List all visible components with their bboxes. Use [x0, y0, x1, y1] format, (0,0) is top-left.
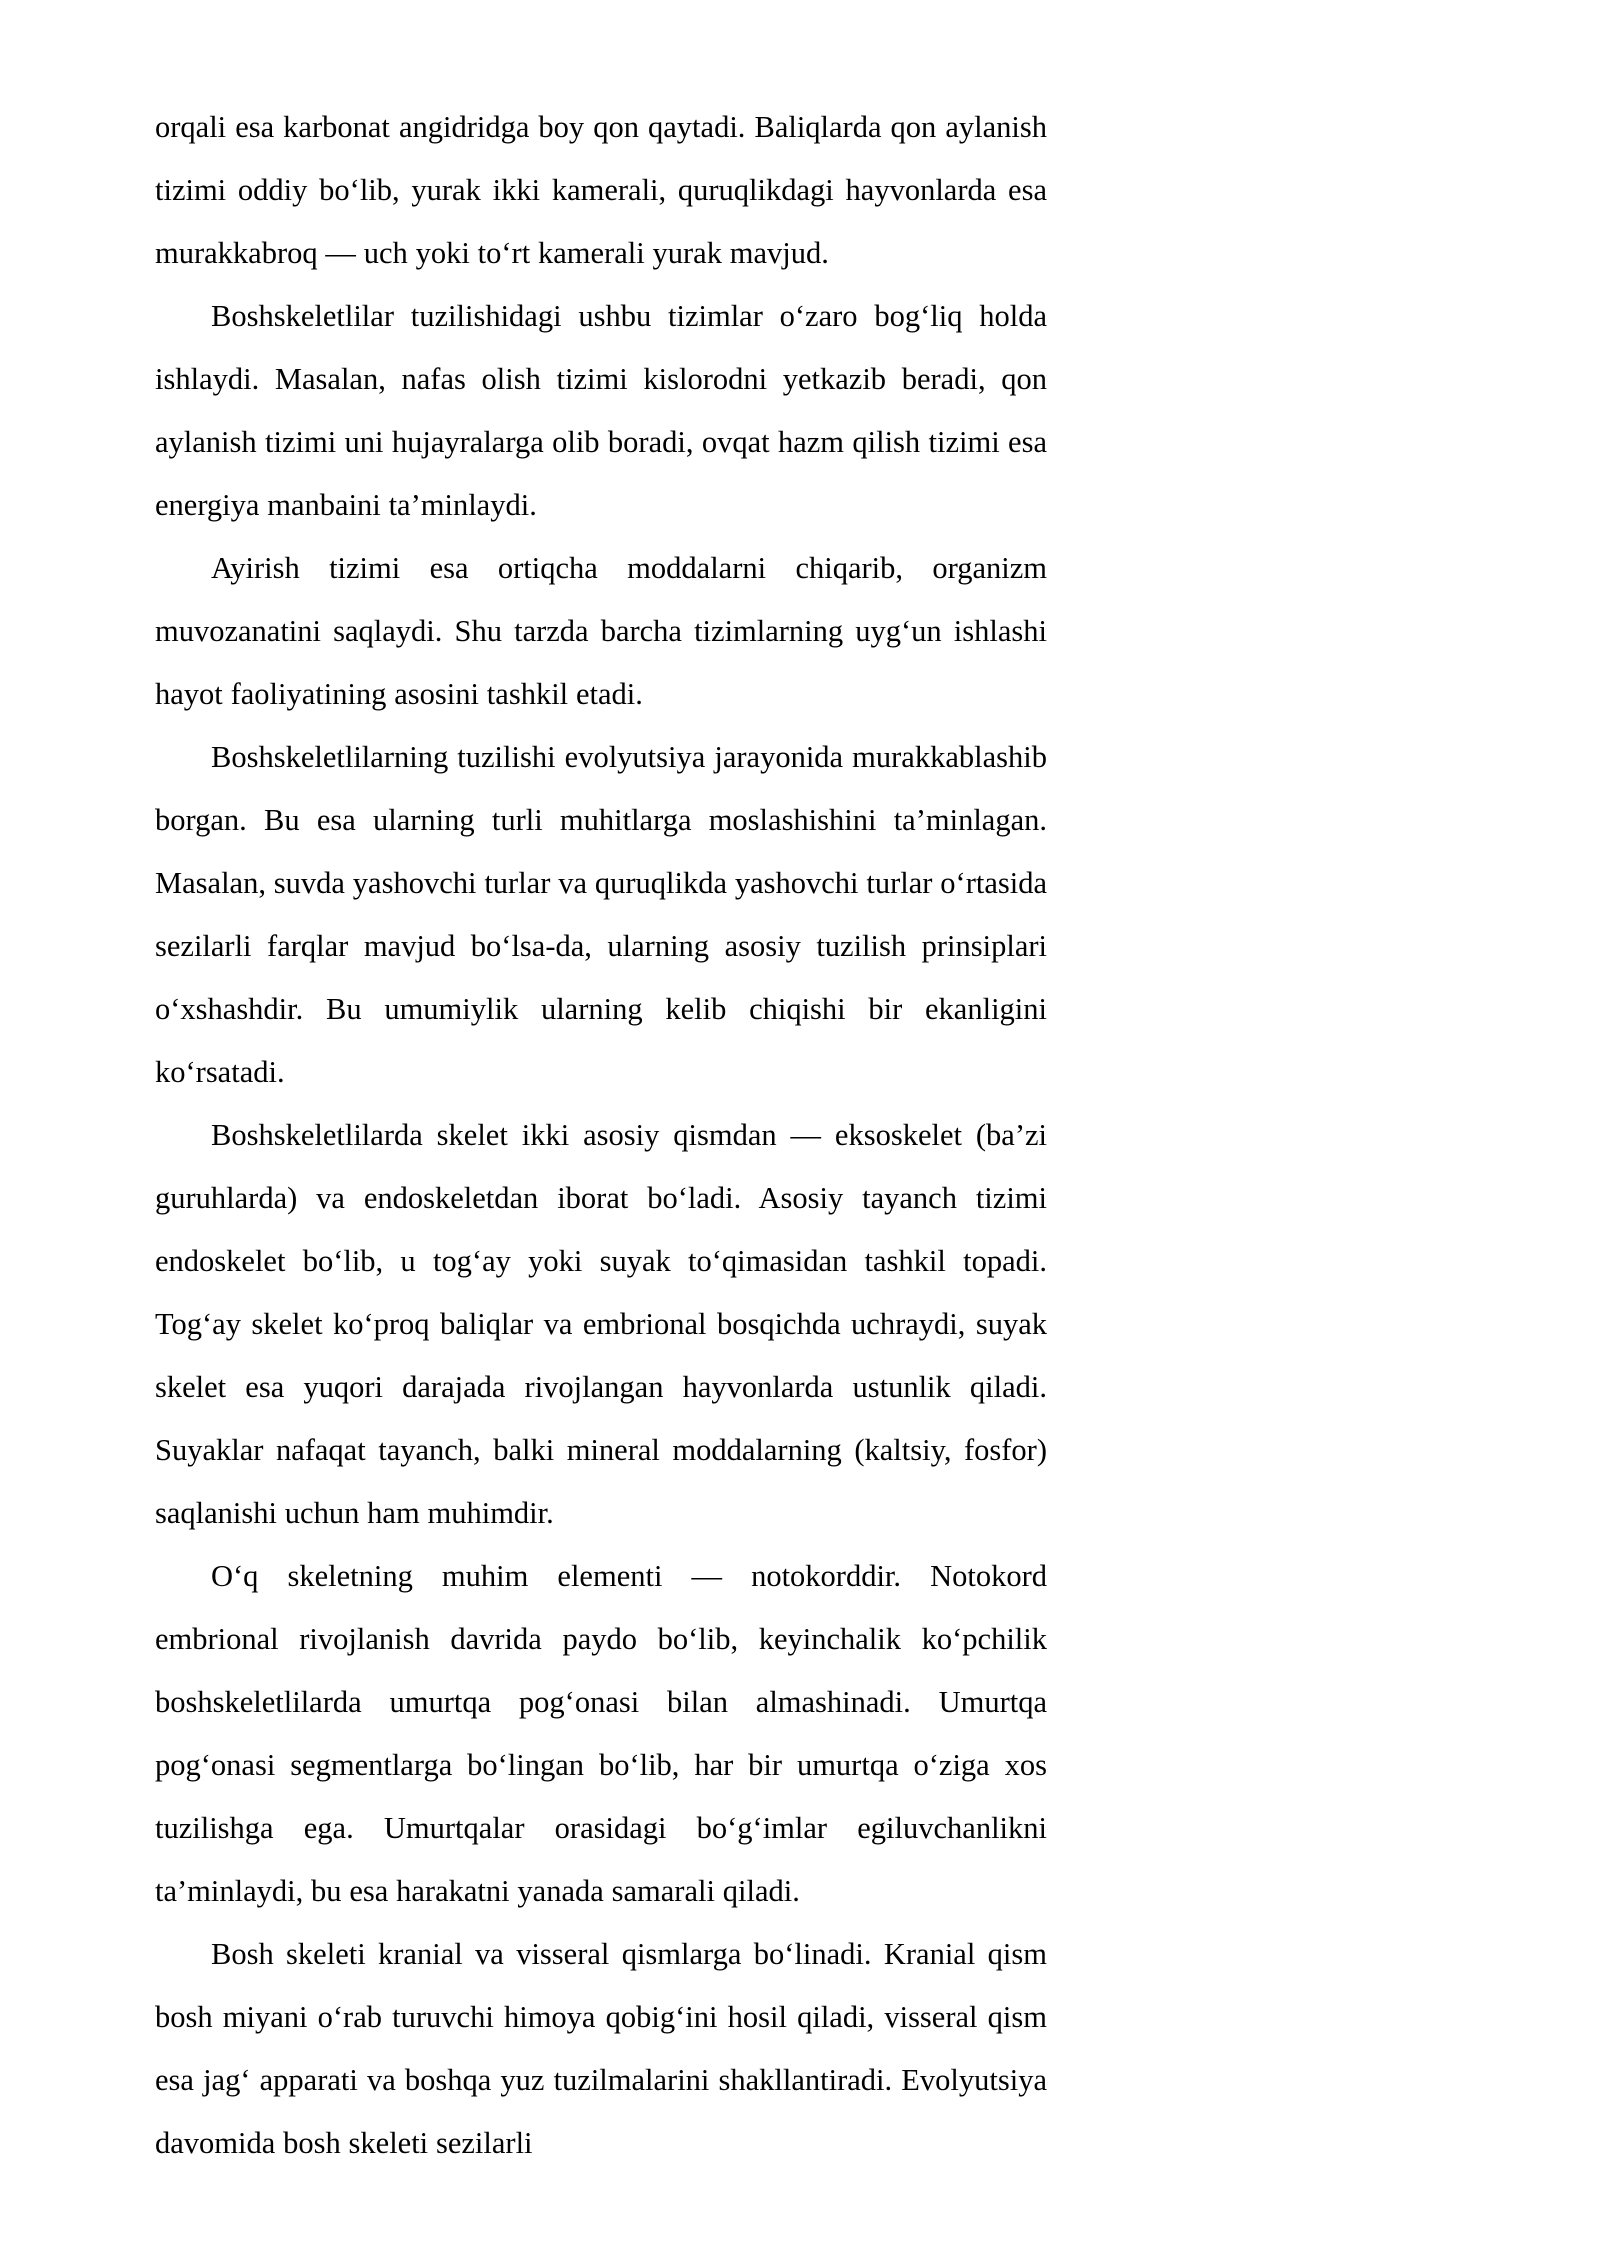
paragraph-1: orqali esa karbonat angidridga boy qon qaytadi. Baliqlarda qon aylanish tizimi oddiy bo‘lib, yurak ikki kamerali, quruqlikdagi hayvonlarda esa murakkabroq — uch yoki to‘rt kamerali yurak mavjud. — [155, 110, 1047, 270]
text-column — [155, 96, 1047, 2175]
paragraph-4: Boshskeletlilarning tuzilishi evolyutsiya jarayonida murakkablashib borgan. Bu esa ularning turli muhitlarga moslashishini ta’minlagan. Masalan, suvda yashovchi turlar va quruqlikda yashovchi turlar o‘rtasida sezilarli farqlar mavjud bo‘lsa-da, ularning asosiy tuzilish prinsiplari o‘xshashdir. Bu umumiylik ularning kelib chiqishi bir ekanligini ko‘rsatadi. — [155, 740, 1047, 1089]
paragraph-3: Ayirish tizimi esa ortiqcha moddalarni chiqarib, organizm muvozanatini saqlaydi. Shu tarzda barcha tizimlarning uyg‘un ishlashi hayot faoliyatining asosini tashkil etadi. — [155, 551, 1047, 711]
paragraph-5: Boshskeletlilarda skelet ikki asosiy qismdan — eksoskelet (ba’zi guruhlarda) va endoskeletdan iborat bo‘ladi. Asosiy tayanch tizimi endoskelet bo‘lib, u tog‘ay yoki suyak to‘qimasidan tashkil topadi. Tog‘ay skelet ko‘proq baliqlar va embrional bosqichda uchraydi, suyak skelet esa yuqori darajada rivojlangan hayvonlarda ustunlik qiladi. Suyaklar nafaqat tayanch, balki mineral moddalarning (kaltsiy, fosfor) saqlanishi uchun ham muhimdir. — [155, 1118, 1047, 1530]
paragraph-7: Bosh skeleti kranial va visseral qismlarga bo‘linadi. Kranial qism bosh miyani o‘rab turuvchi himoya qobig‘ini hosil qiladi, visseral qism esa jag‘ apparati va boshqa yuz tuzilmalarini shakllantiradi. Evolyutsiya davomida bosh skeleti sezilarli — [155, 1937, 1047, 2160]
paragraph-6: O‘q skeletning muhim elementi — notokorddir. Notokord embrional rivojlanish davrida paydo bo‘lib, keyinchalik ko‘pchilik boshskeletlilarda umurtqa pog‘onasi bilan almashinadi. Umurtqa pog‘onasi segmentlarga bo‘lingan bo‘lib, har bir umurtqa o‘ziga xos tuzilishga ega. Umurtqalar orasidagi bo‘g‘imlar egiluvchanlikni ta’minlaydi, bu esa harakatni yanada samarali qiladi. — [155, 1559, 1047, 1908]
paragraph-2: Boshskeletlilar tuzilishidagi ushbu tizimlar o‘zaro bog‘liq holda ishlaydi. Masalan, nafas olish tizimi kislorodni yetkazib beradi, qon aylanish tizimi uni hujayralarga olib boradi, ovqat hazm qilish tizimi esa energiya manbaini ta’minlaydi. — [155, 299, 1047, 522]
